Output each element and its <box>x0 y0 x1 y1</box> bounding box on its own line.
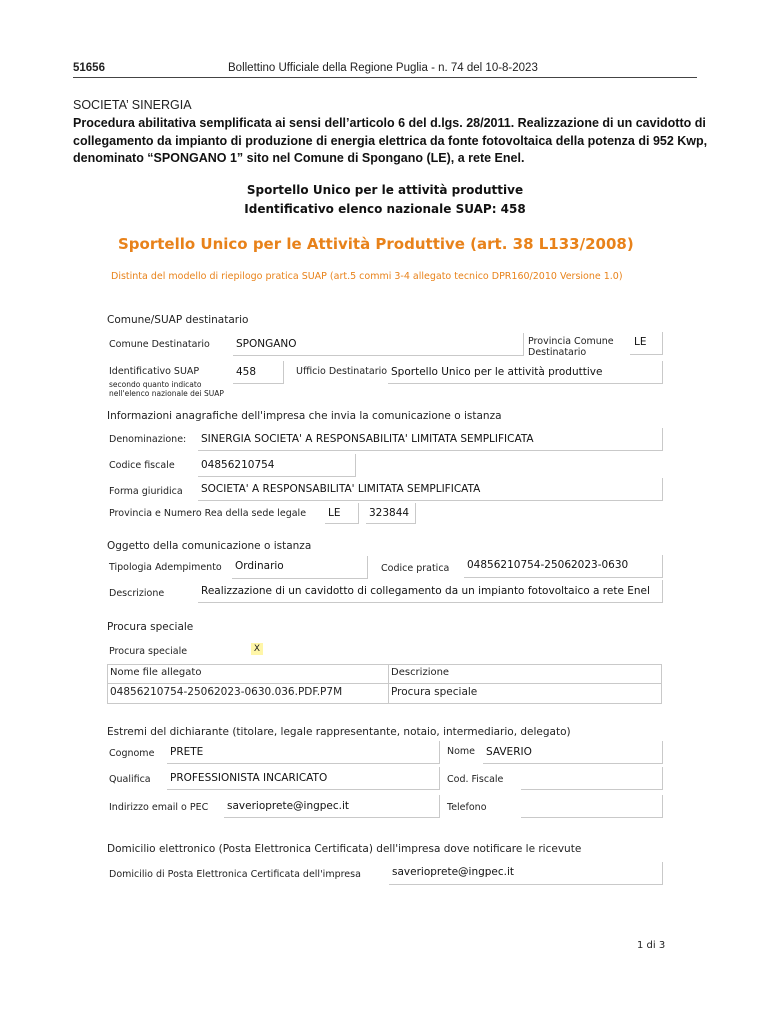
domicilio-label: Domicilio di Posta Elettronica Certificata dell'impresa <box>109 869 361 880</box>
rea-provincia-value: LE <box>328 507 341 519</box>
codice-fiscale-value: 04856210754 <box>201 459 275 471</box>
provincia-value: LE <box>634 336 647 348</box>
denominazione-field <box>198 428 663 451</box>
procura-label: Procura speciale <box>109 646 188 657</box>
suap-main-title: Sportello Unico per le Attività Produttive (art. 38 L133/2008) <box>118 235 634 253</box>
ufficio-label: Ufficio Destinatario <box>296 366 388 377</box>
codice-fiscale-field <box>198 454 356 477</box>
suap-id-value: 458 <box>236 366 257 378</box>
section-domicilio: Domicilio elettronico (Posta Elettronica Certificata) dell'impresa dove notificare le ricevute <box>107 843 582 855</box>
qualifica-value: PROFESSIONISTA INCARICATO <box>170 772 328 784</box>
domicilio-field <box>389 862 663 885</box>
qualifica-label: Qualifica <box>109 774 151 785</box>
bulletin-title: Bollettino Ufficiale della Regione Puglia - n. 74 del 10-8-2023 <box>228 62 538 74</box>
section-destinatario: Comune/SUAP destinatario <box>107 314 249 326</box>
rea-numero-field <box>366 503 416 524</box>
notice-title-line3: denominato “SPONGANO 1” sito nel Comune di Spongano (LE), a rete Enel. <box>73 151 525 165</box>
suap-id-note-2: nell'elenco nazionale dei SUAP <box>109 389 224 398</box>
suap-identifier: Identificativo elenco nazionale SUAP: 458 <box>244 202 526 216</box>
ufficio-field <box>388 361 663 384</box>
denominazione-value: SINERGIA SOCIETA' A RESPONSABILITA' LIMITATA SEMPLIFICATA <box>201 433 534 445</box>
telefono-label: Telefono <box>447 802 487 813</box>
descrizione-value: Realizzazione di un cavidotto di collegamento da un impianto fotovoltaico a rete Enel <box>201 585 650 597</box>
procura-desc-value: Procura speciale <box>388 683 662 704</box>
descrizione-label: Descrizione <box>109 588 165 599</box>
nome-label: Nome <box>447 746 476 757</box>
email-label: Indirizzo email o PEC <box>109 802 209 813</box>
procura-file-value: 04856210754-25062023-0630.036.PDF.P7M <box>107 683 389 704</box>
suap-id-label: Identificativo SUAP <box>109 366 200 377</box>
comune-field <box>233 333 524 356</box>
provincia-label-2: Destinatario <box>528 347 587 358</box>
tipologia-label: Tipologia Adempimento <box>109 562 222 573</box>
procura-checkbox: X <box>251 643 263 655</box>
section-oggetto: Oggetto della comunicazione o istanza <box>107 540 312 552</box>
cognome-field <box>167 741 440 764</box>
rea-label: Provincia e Numero Rea della sede legale <box>109 508 307 519</box>
ufficio-value: Sportello Unico per le attività produttive <box>391 366 603 378</box>
codice-fiscale-dichiarante-field <box>521 767 663 790</box>
procura-col-file: Nome file allegato <box>107 664 389 684</box>
email-field <box>224 795 440 818</box>
descrizione-field <box>198 580 663 603</box>
procura-col-descrizione: Descrizione <box>388 664 662 684</box>
section-impresa: Informazioni anagrafiche dell'impresa che invia la comunicazione o istanza <box>107 410 502 422</box>
cognome-label: Cognome <box>109 748 155 759</box>
rea-provincia-field <box>325 503 359 524</box>
cognome-value: PRETE <box>170 746 204 758</box>
suap-heading: Sportello Unico per le attività produttive <box>246 183 524 197</box>
page-counter: 1 di 3 <box>637 940 666 951</box>
email-value: saverioprete@ingpec.it <box>227 800 350 812</box>
notice-title-line2: collegamento da impianto di produzione di energia elettrica da fonte fotovoltaica della potenza di 952 Kwp, <box>73 134 708 148</box>
section-dichiarante: Estremi del dichiarante (titolare, legale rappresentante, notaio, intermediario, delegato) <box>107 726 571 738</box>
codice-fiscale-label: Codice fiscale <box>109 460 175 471</box>
tipologia-value: Ordinario <box>235 560 284 572</box>
provincia-field <box>630 332 663 355</box>
section-procura: Procura speciale <box>107 621 194 633</box>
qualifica-field <box>167 767 440 790</box>
nome-field <box>483 741 663 764</box>
codice-pratica-label: Codice pratica <box>381 563 450 574</box>
telefono-field <box>521 795 663 818</box>
suap-subtitle: Distinta del modello di riepilogo pratica SUAP (art.5 commi 3-4 allegato tecnico DPR160/2010 Versione 1.0) <box>111 271 623 282</box>
page-number: 51656 <box>73 62 105 74</box>
forma-giuridica-label: Forma giuridica <box>109 486 183 497</box>
header-divider <box>73 77 697 78</box>
comune-value: SPONGANO <box>236 338 297 350</box>
domicilio-value: saverioprete@ingpec.it <box>392 866 515 878</box>
forma-giuridica-value: SOCIETA' A RESPONSABILITA' LIMITATA SEMPLIFICATA <box>201 483 481 495</box>
comune-label: Comune Destinatario <box>109 339 210 350</box>
notice-title-line1: Procedura abilitativa semplificata ai sensi dell’articolo 6 del d.lgs. 28/2011. Realizzazione di un cavidotto di <box>73 116 706 130</box>
suap-id-note-1: secondo quanto indicato <box>109 380 202 389</box>
denominazione-label: Denominazione: <box>109 434 187 445</box>
provincia-label-1: Provincia Comune <box>528 336 614 347</box>
tipologia-field <box>232 556 368 579</box>
codice-pratica-value: 04856210754-25062023-0630 <box>467 559 629 571</box>
company-name: SOCIETA’ SINERGIA <box>73 98 192 112</box>
rea-numero-value: 323844 <box>369 507 410 519</box>
nome-value: SAVERIO <box>486 746 532 758</box>
forma-giuridica-field <box>198 478 663 501</box>
codice-fiscale-dichiarante-label: Cod. Fiscale <box>447 774 504 785</box>
suap-id-field <box>233 361 284 384</box>
codice-pratica-field <box>464 555 663 578</box>
